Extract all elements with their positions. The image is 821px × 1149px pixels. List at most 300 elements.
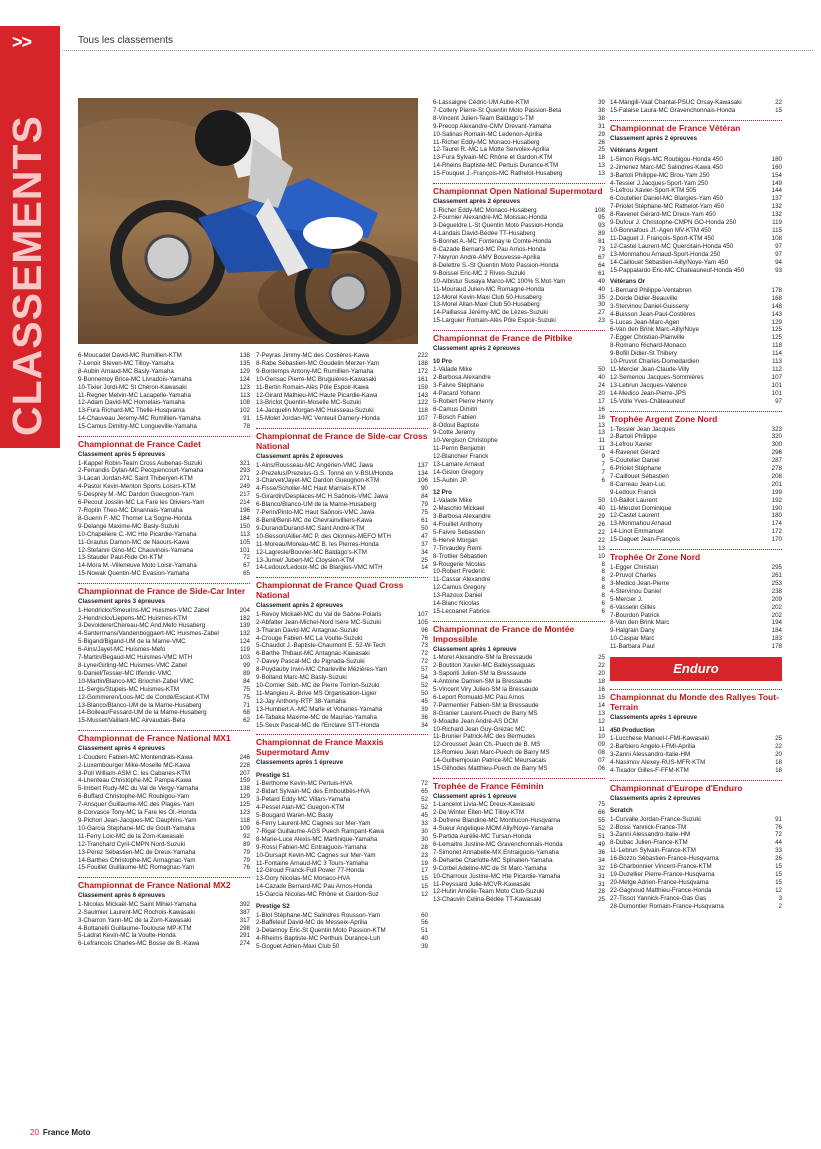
points: 10 — [598, 552, 605, 560]
rider-name: 11-Cassar Alexandre — [433, 576, 491, 584]
points: 209 — [771, 595, 782, 603]
ranking-row — [256, 788, 428, 796]
ranking-row — [78, 352, 250, 360]
points: 25 — [598, 146, 605, 154]
ranking-row — [256, 470, 428, 478]
ranking-row — [610, 441, 782, 449]
ranking-row — [610, 259, 782, 267]
ranking-section — [78, 352, 250, 431]
points: 26 — [598, 138, 605, 146]
rider-name: 11-Barbara Paul — [610, 643, 655, 651]
ranking-row — [78, 515, 250, 523]
points: 31 — [598, 122, 605, 130]
ranking-row — [610, 635, 782, 643]
rider-name: 3-Lefrou Xavier — [610, 441, 653, 449]
rider-name: 6-Buffard Christophe-MC Roubigou-Yam — [78, 793, 190, 801]
page-footer — [30, 1128, 90, 1137]
points: 72 — [421, 650, 428, 658]
points: 96 — [421, 626, 428, 634]
points: 138 — [239, 785, 250, 793]
points: 317 — [239, 916, 250, 924]
points: 123 — [239, 809, 250, 817]
ranking-row — [256, 501, 428, 509]
rider-name: 13-Stauder Paul-Ride On-KTM — [78, 554, 163, 562]
points: 47 — [421, 532, 428, 540]
rider-name: 7-Priolet Stéphane-MC Rathelot-Yam 450 — [610, 203, 725, 211]
rider-name: 8-Corvasce Tony-MC la Fare les Ol.-Honda — [78, 809, 197, 817]
points: 291 — [239, 932, 250, 940]
ranking-row — [610, 243, 782, 251]
rider-name: 1-Tessier Jean Jacques — [610, 425, 676, 433]
rider-name: 10-Besson/Allier-MC P. des Olonnes-MEFO MTH — [256, 532, 392, 540]
ranking-row — [78, 547, 250, 555]
points: 172 — [771, 528, 782, 536]
points: 202 — [771, 603, 782, 611]
points: 51 — [598, 833, 605, 841]
points: 29 — [598, 130, 605, 138]
points: 103 — [239, 654, 250, 662]
rider-name: 15-Fouquet J.-François-MC Rathelot-Husaberg — [433, 170, 563, 178]
ranking-row — [433, 608, 605, 616]
rider-name: 1-Berthome Kevin-MC Pertuis-HVA — [256, 780, 353, 788]
ranking-row — [610, 816, 782, 824]
rider-name: 15-Seux Pascal-MC de l'Enclave STT-Honda — [256, 721, 380, 729]
ranking-row — [78, 857, 250, 865]
rider-name: 4-Sueur Angelique-MOM Ally/Noye-Yamaha — [433, 825, 554, 833]
points: 13 — [598, 421, 605, 429]
rider-name: 1-Valade Mike — [433, 497, 473, 505]
results-column-4 — [610, 99, 782, 915]
ranking-row — [433, 99, 605, 107]
ranking-row — [256, 368, 428, 376]
points: 97 — [775, 250, 782, 258]
ranking-row — [78, 925, 250, 933]
ranking-row — [78, 717, 250, 725]
points: 132 — [239, 630, 250, 638]
points: 107 — [771, 373, 782, 381]
rider-name: 2-Luxembourger Mike-Moselle MC-Kawa — [78, 761, 191, 769]
points: 184 — [771, 627, 782, 635]
points: 11 — [598, 725, 605, 733]
rider-name: 7-Bourdon Patrick — [610, 611, 660, 619]
points: 18 — [775, 758, 782, 766]
rider-name: 1-Valade Mike — [433, 366, 473, 374]
rider-name: 5-Vincent Viry Julien-SM la Bressaude — [433, 685, 539, 693]
ranking-row — [433, 833, 605, 841]
rider-name: 11-Fontaine Arnaud-MC 3 Tours-Yamaha — [256, 859, 369, 867]
points: 274 — [239, 940, 250, 948]
ranking-row — [433, 422, 605, 430]
points: 249 — [239, 483, 250, 491]
ranking-row — [610, 457, 782, 465]
points: 13 — [598, 709, 605, 717]
points: 123 — [239, 383, 250, 391]
ranking-row — [433, 670, 605, 678]
ranking-row — [610, 619, 782, 627]
points: 102 — [239, 407, 250, 415]
ranking-row — [78, 407, 250, 415]
ranking-row — [78, 909, 250, 917]
rider-name: 8-Van den Brink Marc — [610, 619, 670, 627]
ranking-section — [433, 330, 605, 616]
ranking-row — [78, 554, 250, 562]
points: 73 — [421, 642, 428, 650]
rider-name: 8-Granier Laurent-Puech de Barry MS — [433, 709, 538, 717]
ranking-row — [433, 131, 605, 139]
rider-name: 4-Buisson Jean-Paul-Costières — [610, 310, 696, 318]
rider-name: 8-Guerin F.-MC Thomer La Sogne-Honda — [78, 514, 192, 522]
ranking-row — [433, 382, 605, 390]
rider-name: 15-Pappalardo Eric-MC Chateauneuf-Honda 450 — [610, 266, 745, 274]
points: 13 — [598, 429, 605, 437]
points: 208 — [771, 472, 782, 480]
ranking-row — [78, 467, 250, 475]
points: 57 — [421, 666, 428, 674]
points: 13 — [598, 162, 605, 170]
rider-name: 14-Medico Jean-Pierre-JPS — [610, 389, 686, 397]
ranking-row — [256, 533, 428, 541]
points: 49 — [598, 840, 605, 848]
ranking-row — [78, 507, 250, 515]
points: 52 — [421, 682, 428, 689]
points: 15 — [421, 883, 428, 891]
rider-name: 9-Boissel Eric-MC 2 Rives-Suzuki — [433, 269, 526, 277]
rider-name: 10-Gensac Pierre-MC Bruguières-Kawasaki — [256, 375, 377, 383]
points: 30 — [421, 827, 428, 835]
rider-name: 12-Stefanni Gino-MC Chauvinois-Yamaha — [78, 546, 194, 554]
ranking-row — [78, 849, 250, 857]
rider-name: 14-Cazade Bernard-MC Pau Arnos-Honda — [256, 883, 373, 891]
rider-name: 3-Stervinou Daniel-Guisseny — [610, 302, 689, 310]
rider-name: 10-Cornier Séb.-MC de Pierre Torrion-Suzuki — [256, 682, 380, 689]
ranking-row — [433, 469, 605, 477]
rider-name: 11-Lebrun Sylvain-France-KTM — [610, 847, 696, 855]
ranking-row — [433, 406, 605, 414]
group-label: 450 Production — [610, 726, 655, 734]
rider-name: 10-Tixier Jordi-MC St Chéron-Kawasaki — [78, 383, 187, 391]
ranking-row — [610, 358, 782, 366]
ranking-row — [433, 521, 605, 529]
points: 39 — [421, 943, 428, 951]
enduro-banner: Enduro — [610, 657, 782, 681]
ranking-row — [433, 398, 605, 406]
points: 287 — [771, 457, 782, 465]
points: 34 — [421, 548, 428, 556]
rider-name: 3-Saporiti Julien-SM la Bressaude — [433, 670, 527, 678]
points: 75 — [243, 693, 250, 701]
points: 55 — [598, 817, 605, 825]
points: 38 — [598, 106, 605, 114]
points: 30 — [421, 835, 428, 843]
rider-name: 7-Rigal Guillaume-AGS Puech Rampant-Kawa — [256, 827, 384, 835]
rider-name: 4-Fisse/Scholler-MC Haut Marnais-KTM — [256, 485, 366, 493]
rider-name: 2-Prezelus/Prezelus-G.S. Tonné en V-BSU/Honda — [256, 469, 394, 477]
rider-name: 8-Odoul Baptiste — [433, 421, 480, 429]
rider-name: 9-Cotte Jeremy — [433, 429, 476, 437]
side-banner — [0, 62, 60, 448]
points: 37 — [421, 540, 428, 548]
ranking-row — [610, 505, 782, 513]
points: 154 — [771, 171, 782, 179]
rider-name: 7-Peyras Jimmy-MC des Costières-Kawa — [256, 352, 370, 359]
points: 105 — [239, 538, 250, 546]
rider-name: 2-De Winter Ellen-MC Tilloy-KTM — [433, 809, 525, 817]
ranking-row — [78, 754, 250, 762]
rider-name: 14-Blanc Nicolas — [433, 600, 480, 608]
points: 52 — [421, 796, 428, 804]
rider-name: 3-Charvet/Jayet-MC Dardon Gueugnon-KTM — [256, 477, 380, 485]
points: 79 — [243, 848, 250, 856]
points: 76 — [421, 634, 428, 642]
points: 115 — [772, 226, 782, 234]
ranking-row — [433, 757, 605, 765]
group-label: Classement après 2 épreuves — [433, 345, 521, 353]
ranking-row — [256, 690, 428, 698]
group-label: Classement après 2 épreuves — [256, 453, 344, 461]
rider-name: 6-Lefrancois Charles-MC Bosse de B.-Kawa — [78, 940, 200, 948]
rider-name: 14-Barthes Christophe-MC Armagnac-Yam — [78, 856, 196, 864]
points: 25 — [598, 896, 605, 904]
rider-name: 3-Devoldere/Chereau-MC And.Mefo Husaberg — [78, 622, 206, 630]
rider-name: 10-Ballot Laurent — [610, 496, 658, 504]
rider-name: 27-Tissot Yannick-France-Gas Gas — [610, 894, 707, 902]
points: 15 — [775, 106, 782, 114]
rider-name: 7-Simonet Annabelle-MX Entraiguois-Yamaha — [433, 848, 559, 856]
rider-name: 2-Fournier Alexandre-MC Moissac-Honda — [433, 214, 548, 222]
points: 222 — [417, 352, 428, 359]
rider-name: 8-Rabe Sébastien-MC Goudelin Merzer-Yam — [256, 359, 379, 367]
rider-name: 7-Neyron André-AMV Bouvesse-Aprilia — [433, 254, 540, 261]
points: 107 — [417, 415, 428, 423]
rider-name: 2-Boutiton Xavier-MC Balleyssaguais — [433, 662, 536, 670]
ranking-row — [78, 686, 250, 694]
ranking-row — [610, 295, 782, 303]
points: 73 — [598, 246, 605, 254]
ranking-row — [610, 580, 782, 588]
points: 81 — [598, 238, 605, 246]
ranking-row — [433, 270, 605, 278]
ranking-row — [256, 796, 428, 804]
points: 35 — [598, 293, 605, 301]
rider-name: 14-Mangili-Vaal Chantal-PSUC Orsay-Kawasaki — [610, 99, 742, 106]
rider-name: 1-Simon Régis-MC Roubigou-Honda 450 — [610, 155, 723, 163]
rider-name: 15-Daguet Jean-François — [610, 536, 680, 544]
rider-name: 7-Caillouet Sébastien — [610, 472, 669, 480]
rider-name: 2-Barbosa Alexandre — [433, 374, 491, 382]
ranking-row — [256, 860, 428, 868]
group-label: 12 Pro — [433, 488, 452, 496]
ranking-row — [256, 407, 428, 415]
points: 18 — [598, 154, 605, 162]
ranking-row — [433, 123, 605, 131]
ranking-row — [256, 642, 428, 650]
ranking-row — [433, 286, 605, 294]
points: 50 — [598, 497, 605, 505]
points: 50 — [421, 689, 428, 697]
ranking-row — [610, 528, 782, 536]
rider-name: 10-Martin/Blanco-MC Briochin-Zabel VMC — [78, 677, 194, 685]
rider-name: 5-Mercier J. — [610, 595, 643, 603]
ranking-row — [433, 437, 605, 445]
points: 132 — [771, 211, 782, 219]
rider-name: 4-Fouillet Anthony — [433, 520, 483, 528]
rider-name: 2-Barbiero Angelo-I-FMI-Aprilia — [610, 742, 696, 750]
points: 71 — [243, 701, 250, 709]
ranking-row — [433, 505, 605, 513]
ranking-row — [256, 919, 428, 927]
points: 52 — [421, 804, 428, 812]
rider-name: 11-Sergis/Stupeis-MC Huismes-KTM — [78, 685, 179, 693]
ranking-row — [78, 539, 250, 547]
points: 112 — [772, 365, 782, 373]
ranking-section — [256, 428, 428, 572]
section-title: Championnat du Monde des Rallyes Tout-Terrain — [610, 689, 782, 712]
rider-name: 1-Bernard Philippe-Ventabren — [610, 286, 692, 294]
ranking-row — [78, 694, 250, 702]
rider-name: 1-Revoy Mickaël-MC du Val de Saône-Polaris — [256, 610, 382, 618]
points: 7 — [601, 461, 605, 469]
ranking-row — [433, 170, 605, 178]
ranking-row — [610, 350, 782, 358]
points: 118 — [772, 342, 782, 350]
rider-name: 7-Parmentier Fabien-SM la Bressaude — [433, 701, 539, 709]
points: 122 — [417, 399, 428, 407]
ranking-section — [78, 436, 250, 578]
ranking-row — [610, 564, 782, 572]
ranking-row — [256, 804, 428, 812]
breadcrumb: Tous les classements — [78, 35, 174, 46]
ranking-section — [256, 734, 428, 951]
ranking-row — [256, 392, 428, 400]
group-label: Prestige S1 — [256, 771, 290, 779]
results-column-3 — [433, 99, 605, 909]
rider-name: 13-Perez Sébastien-MC de Dreux-Yamaha — [78, 848, 196, 856]
points: 11 — [598, 437, 605, 445]
points: 16 — [598, 405, 605, 413]
rider-name: 9-Halgrain Dany — [610, 627, 655, 635]
points: 137 — [417, 461, 428, 469]
points: 97 — [775, 397, 782, 405]
ranking-row — [78, 646, 250, 654]
rider-name: 6-Van den Brink Marc-Ailly/Noye — [610, 326, 699, 334]
ranking-row — [78, 615, 250, 623]
rider-name: 6-Coutellier Daniel-MC Blargies-Yam 450 — [610, 195, 724, 203]
rider-name: 13-Humbert A.-MC Marle et Voharies-Yamaha — [256, 705, 383, 713]
points: 192 — [771, 496, 782, 504]
rider-name: 3-Lacan Jordan-MC Saint Thiberyen-KTM — [78, 475, 193, 483]
rider-name: 4-Landais David-Bédée TT-Husaberg — [433, 230, 536, 238]
rider-name: 5-Bonnet A.-MC Fontenay le Comte-Honda — [433, 238, 552, 246]
ranking-row — [610, 398, 782, 406]
group-label: Classement après 2 épreuves — [433, 198, 521, 206]
points: 143 — [771, 310, 782, 318]
ranking-row — [256, 867, 428, 875]
points: 50 — [598, 366, 605, 374]
points: 65 — [421, 788, 428, 796]
rider-name: 16-Bozzo Sébastien-France-Husqvarna — [610, 855, 719, 863]
group-label: Classement après 1 épreuve — [433, 645, 517, 653]
ranking-row — [610, 767, 782, 775]
section-title: Championnat d'Europe d'Enduro — [610, 780, 782, 793]
ranking-row — [610, 99, 782, 107]
points: 25 — [775, 735, 782, 743]
rider-name: 11-Regner Melvin-MC Lacapelle-Yamaha — [78, 391, 191, 399]
rider-name: 7-Perin/Pinto-MC Haut Saônois-VMC Jawa — [256, 509, 375, 517]
ranking-row — [256, 836, 428, 844]
points: 45 — [421, 697, 428, 705]
section-title: Championnat de France de Montée Impossible — [433, 621, 605, 644]
motocross-photo — [78, 98, 418, 344]
ranking-section — [610, 120, 782, 406]
group-label: Classement après 5 épreuves — [78, 451, 166, 459]
rider-name: 2-Bartoli Philippe — [610, 433, 657, 441]
points: 79 — [421, 501, 428, 509]
ranking-row — [610, 319, 782, 327]
rider-name: 4-Pessel Alan-MC Guegon-KTM — [256, 804, 345, 812]
points: 207 — [239, 769, 250, 777]
points: 183 — [771, 635, 782, 643]
points: 392 — [239, 900, 250, 908]
rider-name: 13-Chauvin Celina-Bédée TT-Kawasaki — [433, 896, 542, 904]
ranking-row — [433, 317, 605, 325]
points: 51 — [421, 927, 428, 935]
points: 228 — [239, 761, 250, 769]
section-title: Championnat de France National MX2 — [78, 877, 250, 890]
rider-name: 6-Leport Romuald-MC Pau Arnos — [433, 693, 525, 701]
ranking-row — [256, 820, 428, 828]
points: 34 — [598, 856, 605, 864]
rider-name: 3-Delannoy Eric-St Quentin Moto Passion-KTM — [256, 927, 386, 935]
ranking-row — [78, 932, 250, 940]
ranking-row — [610, 107, 782, 115]
ranking-row — [433, 809, 605, 817]
ranking-row — [433, 545, 605, 553]
rider-name: 9-Dufour J. Christophe-CMPN GO-Honda 250 — [610, 219, 737, 227]
points: 99 — [243, 662, 250, 669]
rider-name: 4-Pacard Yohann — [433, 389, 481, 397]
ranking-row — [433, 222, 605, 230]
points: 68 — [243, 709, 250, 717]
rider-name: 6-Barthe Thibaut-MC Antagnac-Kawasaki — [256, 650, 370, 658]
ranking-row — [433, 246, 605, 254]
ranking-row — [78, 499, 250, 507]
points: 238 — [771, 587, 782, 595]
ranking-row — [78, 523, 250, 531]
rider-name: 5-Chaudot J.-Baptiste-Chaumont E. 52-W-Tech — [256, 642, 386, 650]
points: 202 — [771, 611, 782, 619]
points: 62 — [243, 717, 250, 725]
rider-name: 8-Aubin Arnaud-MC Basly-Yamaha — [78, 367, 174, 375]
ranking-row — [433, 537, 605, 545]
points: 300 — [771, 441, 782, 449]
ranking-row — [256, 891, 428, 899]
rider-name: 2-Saulmier Laurent-MC Rochois-Kawasaki — [78, 908, 195, 916]
ranking-row — [256, 611, 428, 619]
points: 50 — [421, 524, 428, 532]
ranking-row — [78, 762, 250, 770]
rider-name: 2-Abfalter Jean-Michel-Nord Isère MC-Suzuki — [256, 618, 381, 626]
rider-name: 10-Salinas Romain-MC Ledenon-Aprilia — [433, 130, 543, 138]
rider-name: 4-Rheims Baptiste-MC Perthuis Durance-Luh — [256, 935, 381, 943]
ranking-section — [78, 877, 250, 948]
ranking-row — [610, 887, 782, 895]
rider-name: 10-Bonnafous Jf.-Agen MV-KTM 450 — [610, 226, 712, 234]
points: 113 — [772, 358, 782, 366]
points: 84 — [421, 493, 428, 501]
points: 387 — [239, 908, 250, 916]
ranking-section — [78, 583, 250, 725]
ranking-row — [610, 847, 782, 855]
